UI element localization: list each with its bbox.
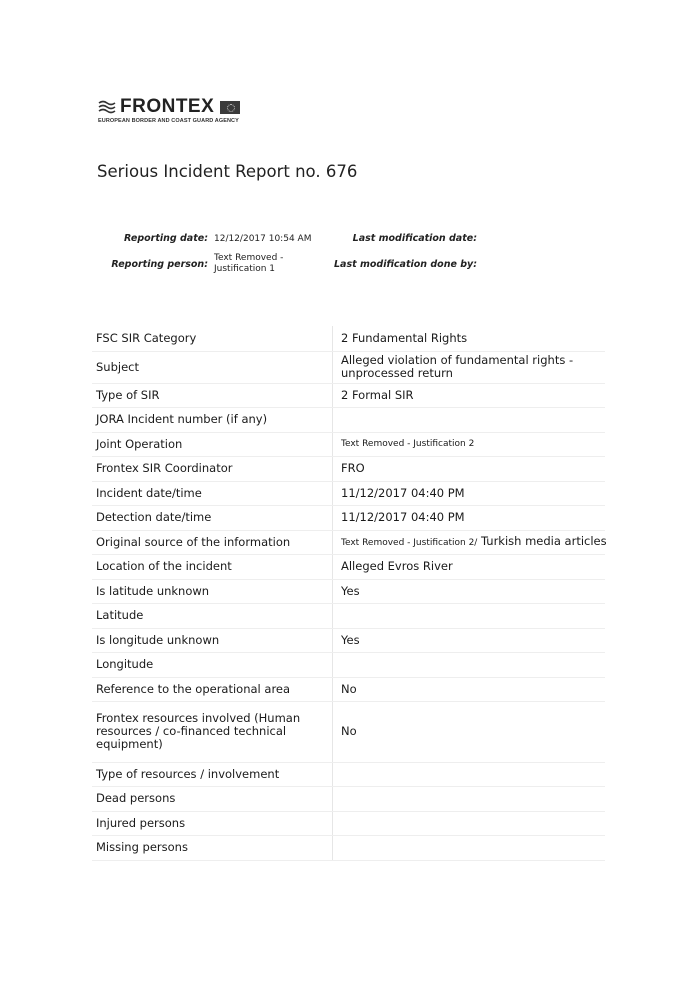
page-title: Serious Incident Report no. 676 bbox=[97, 162, 358, 181]
reporting-person-value: Text Removed - Justification 1 bbox=[214, 253, 284, 274]
row-value: Alleged violation of fundamental rights - unprocessed return bbox=[333, 351, 606, 383]
table-row bbox=[92, 456, 605, 481]
logo-wordmark: FRONTEX bbox=[120, 96, 215, 117]
row-value bbox=[333, 530, 606, 554]
table-row bbox=[92, 481, 605, 505]
table-row bbox=[92, 652, 605, 677]
row-value: 2 Fundamental Rights bbox=[333, 326, 606, 351]
reporting-person-label: Reporting person: bbox=[111, 259, 208, 270]
row-label: Joint Operation bbox=[92, 432, 333, 456]
row-value: Text Removed - Justification 2 bbox=[333, 432, 606, 456]
table-row bbox=[92, 835, 605, 860]
table-row bbox=[92, 554, 605, 579]
row-label: Dead persons bbox=[92, 786, 333, 811]
table-row bbox=[92, 383, 605, 407]
row-value: 2 Formal SIR bbox=[333, 383, 606, 407]
table-row bbox=[92, 505, 605, 530]
source-extra-text: Turkish media articles bbox=[481, 533, 607, 548]
row-label: Injured persons bbox=[92, 811, 333, 835]
row-label: Incident date/time bbox=[92, 481, 333, 505]
last-modification-date-label: Last modification date: bbox=[352, 233, 477, 244]
row-value: FRO bbox=[333, 456, 606, 481]
frontex-logo bbox=[98, 97, 268, 127]
row-label: Type of SIR bbox=[92, 383, 333, 407]
table-row bbox=[92, 762, 605, 786]
logo-subtitle: EUROPEAN BORDER AND COAST GUARD AGENCY bbox=[98, 118, 239, 124]
row-value bbox=[333, 407, 606, 432]
row-label: FSC SIR Category bbox=[92, 326, 333, 351]
table-row bbox=[92, 432, 605, 456]
table-row bbox=[92, 603, 605, 628]
row-label: Location of the incident bbox=[92, 554, 333, 579]
frontex-waves-icon bbox=[98, 100, 116, 114]
eu-flag-icon bbox=[220, 101, 240, 114]
row-label: Reference to the operational area bbox=[92, 677, 333, 701]
table-row bbox=[92, 701, 605, 762]
row-value bbox=[333, 603, 606, 628]
row-value: Alleged Evros River bbox=[333, 554, 606, 579]
row-value bbox=[333, 835, 606, 860]
row-value bbox=[333, 762, 606, 786]
row-label: Longitude bbox=[92, 652, 333, 677]
table-row bbox=[92, 628, 605, 652]
row-value bbox=[333, 652, 606, 677]
row-value bbox=[333, 811, 606, 835]
row-value: Yes bbox=[333, 628, 606, 652]
row-value: 11/12/2017 04:40 PM bbox=[333, 505, 606, 530]
source-redacted-text: Text Removed - Justification 2/ bbox=[341, 537, 478, 548]
row-label: Frontex resources involved (Human resources / co-financed technical equipment) bbox=[92, 701, 333, 762]
table-row bbox=[92, 351, 605, 383]
table-row bbox=[92, 530, 605, 554]
row-label: Original source of the information bbox=[92, 530, 333, 554]
row-value: No bbox=[333, 701, 606, 762]
row-label: Subject bbox=[92, 351, 333, 383]
table-row bbox=[92, 811, 605, 835]
last-modification-by-label: Last modification done by: bbox=[334, 259, 477, 270]
table-row bbox=[92, 786, 605, 811]
row-label: Is longitude unknown bbox=[92, 628, 333, 652]
table-row bbox=[92, 677, 605, 701]
row-label: Latitude bbox=[92, 603, 333, 628]
table-row bbox=[92, 579, 605, 603]
row-label: Is latitude unknown bbox=[92, 579, 333, 603]
row-label: Missing persons bbox=[92, 835, 333, 860]
row-label: Detection date/time bbox=[92, 505, 333, 530]
row-value: No bbox=[333, 677, 606, 701]
row-value: 11/12/2017 04:40 PM bbox=[333, 481, 606, 505]
reporting-date-value: 12/12/2017 10:54 AM bbox=[214, 234, 312, 244]
row-label: Frontex SIR Coordinator bbox=[92, 456, 333, 481]
table-row bbox=[92, 326, 605, 351]
row-value bbox=[333, 786, 606, 811]
sir-details-table bbox=[92, 326, 605, 861]
reporting-date-label: Reporting date: bbox=[124, 233, 208, 244]
row-label: JORA Incident number (if any) bbox=[92, 407, 333, 432]
row-value: Yes bbox=[333, 579, 606, 603]
row-label: Type of resources / involvement bbox=[92, 762, 333, 786]
table-row bbox=[92, 407, 605, 432]
